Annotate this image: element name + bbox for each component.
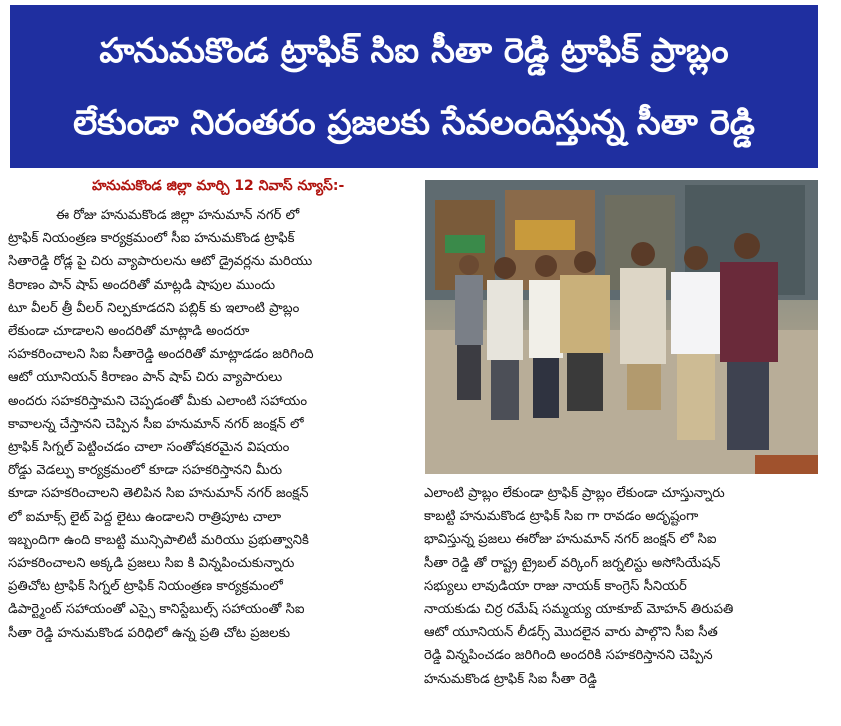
street-scene-illustration — [425, 180, 818, 474]
body-line: అందరు సహకరిస్తామని చెప్పడంతో మీకు ఎలాంటి సహాయం — [8, 393, 308, 409]
body-line: ఇబ్బందిగా ఉంది కాబట్టి మున్సిపాలిటీ మరియు ప్రభుత్వానికి — [8, 532, 309, 548]
body-line: లేకుండా చూడాలని అందరితో మాట్లాడి అందరూ — [8, 324, 250, 340]
article-body-left-column — [8, 204, 416, 645]
body-line: కిరాణం పాన్ షాప్ అందరితో మాట్లడి షాపుల ముందు — [8, 277, 276, 293]
headline-banner — [10, 5, 818, 168]
body-line: కావాలన్న చేస్తానని చెప్పిన సీఐ హనుమాన్ నగర్ జంక్షన్ లో — [8, 416, 304, 432]
dateline: హనుమకొండ జిల్లా మార్చి 12 నివాస్ న్యూస్:- — [92, 178, 345, 194]
body-line: సీతా రెడ్డి తో రాష్ట్ర ట్రైబల్ వర్కింగ్ జర్నలిస్టు అసోసియేషన్ — [424, 555, 721, 571]
body-line: ఎలాంటి ప్రాబ్లం లేకుండా ట్రాఫిక్ ప్రాబ్లం లేకుండా చూస్తున్నారు — [424, 486, 725, 501]
body-line: లో ఐమాక్స్ లైట్ పెద్ద లైటు ఉండాలని రాత్రిపూట చాలా — [8, 509, 282, 525]
body-line: ప్రతిచోట ట్రాఫిక్ సిగ్నల్ ట్రాఫిక్ నియంత్రణ కార్యక్రమంలో — [8, 579, 283, 595]
body-line: ఈ రోజు హనుమకొండ జిల్లా హనుమాన్ నగర్ లో — [56, 208, 300, 223]
article-body-right-column — [424, 482, 824, 691]
body-line: డిపార్ట్మెంట్ సహాయంతో ఎస్సై కానిస్టేబుల్స్ సహాయంతో సిఐ — [8, 602, 305, 618]
body-line: సితారెడ్డి రోడ్ల పై చిరు వ్యాపారులను ఆటో డ్రైవర్లను మరియు — [8, 254, 313, 270]
body-line: టూ వీలర్ త్రీ వీలర్ నిల్పకూడదని పబ్లిక్ కు ఇలాంటి ప్రాబ్లం — [8, 300, 300, 316]
headline-line-2: లేకుండా నిరంతరం ప్రజలకు సేవలందిస్తున్న సీతా రెడ్డి — [73, 103, 755, 143]
body-line: కూడా సహకరించాలని తెలిపిన సిఐ హనుమాన్ నగర్ జంక్షన్ — [8, 486, 309, 502]
body-line: సహకరించాలని సిఐ సీతారెడ్డి అందరితో మాట్లాడడం జరిగింది — [8, 347, 314, 363]
body-line: రెడ్డి విన్నపించడం జరిగింది అందరికి సహకరిస్తానని చెప్పిన — [424, 648, 713, 664]
body-line: ఆటో యూనియన్ లీడర్స్ మొదలైన వారు పాల్గొని సీఐ సీత — [424, 625, 718, 641]
body-line: సహకరించాలని అక్కడి ప్రజలు సిఐ కి విన్నపించుకున్నారు — [8, 556, 295, 572]
headline-line-1: హనుమకొండ ట్రాఫిక్ సిఐ సీతా రెడ్డి ట్రాఫిక్ ప్రాబ్లం — [99, 31, 729, 71]
body-line: భావిస్తున్న ప్రజలు ఈరోజు హనుమాన్ నగర్ జంక్షన్ లో సిఐ — [424, 532, 717, 548]
body-line: ట్రాఫిక్ సిగ్నల్ పెట్టించడం చాలా సంతోషకరమైన విషయం — [8, 440, 290, 456]
body-line: ఆటో యూనియన్ కిరాణం పాన్ షాప్ చిరు వ్యాపారులు — [8, 370, 283, 386]
body-line: సభ్యులు లావుడియా రాజు నాయక్ కాంగ్రెస్ సీనియర్ — [424, 578, 687, 594]
body-line: హనుమకొండ ట్రాఫిక్ సిఐ సీతా రెడ్డి — [424, 671, 597, 687]
body-line: నాయకుడు చిర్ర రమేష్ సమ్మయ్య యాకూబ్ మోహన్ తిరుపతి — [424, 602, 734, 618]
body-line: ట్రాఫిక్ నియంత్రణ కార్యక్రమంలో సీఐ హనుమకొండ ట్రాఫిక్ — [8, 231, 295, 247]
news-photo — [425, 180, 818, 474]
body-line: రోడ్డు వెడల్పు కార్యక్రమంలో కూడా సహకరిస్తానని మీరు — [8, 463, 283, 479]
body-line: కాబట్టి హనుమకొండ ట్రాఫిక్ సిఐ గా రావడం అదృష్టంగా — [424, 509, 699, 525]
body-line: సీతా రెడ్డి హనుమకొండ పరిధిలో ఉన్న ప్రతి చోట ప్రజలకు — [8, 625, 291, 641]
